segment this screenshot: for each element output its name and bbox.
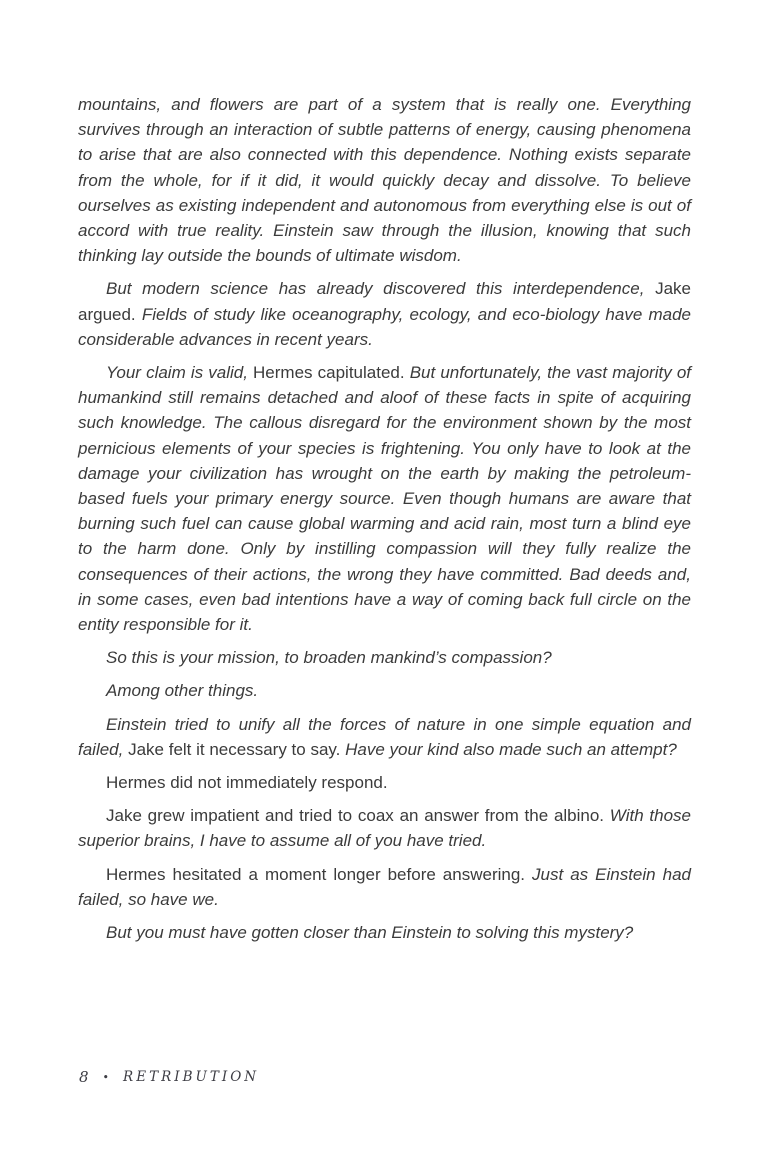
paragraph [78, 712, 691, 762]
footer-separator-dot: • [102, 1070, 110, 1084]
paragraph [78, 678, 691, 703]
text-segment: Your claim is valid, [106, 363, 254, 383]
text-segment: Just as Einstein had failed, so have we. [78, 864, 691, 909]
text-segment: Fields of study like oceanography, ecology, and eco-biology have made considerable advances in recent years. [78, 304, 691, 349]
paragraph [78, 276, 691, 352]
text-segment: With those superior brains, I have to assume all of you have tried. [78, 806, 691, 851]
text-segment: Have your kind also made such an attempt? [345, 739, 677, 759]
text-segment: But modern science has already discovered this interdependence, [106, 279, 656, 299]
body-text [78, 92, 691, 953]
paragraph [78, 645, 691, 670]
paragraph [78, 770, 691, 795]
text-segment: Jake argued. [78, 279, 691, 324]
text-segment: Hermes hesitated a moment longer before answering. [106, 864, 533, 884]
text-segment: So this is your mission, to broaden mankind’s compassion? [106, 648, 552, 668]
paragraph [78, 862, 691, 912]
paragraph [78, 803, 691, 853]
page-number: 8 [79, 1068, 89, 1086]
page-footer [79, 1068, 259, 1086]
text-segment: Jake felt it necessary to say. [128, 739, 346, 759]
text-segment: But you must have gotten closer than Einstein to solving this mystery? [106, 923, 634, 943]
text-segment: Among other things. [106, 681, 259, 701]
text-segment: Hermes did not immediately respond. [106, 773, 388, 793]
text-segment: Einstein tried to unify all the forces of nature in one simple equation and failed, [78, 714, 691, 759]
running-head-book-title: RETRIBUTION [123, 1069, 260, 1085]
text-segment: But unfortunately, the vast majority of humankind still remains detached and aloof of these facts in spite of acquiring such knowledge. The callous disregard for the environment shown by the most pernicious elements of your species is frightening. You only have to look at the damage your civilization has wrought on the earth by making the petroleum-based fuels your primary energy source. Even though humans are aware that burning such fuel can cause global warming and acid rain, most turn a blind eye to the harm done. Only by instilling compassion will they fully realize the consequences of their actions, the wrong they have committed. Bad deeds and, in some cases, even bad intentions have a way of coming back full circle on the entity responsible for it. [78, 363, 691, 635]
text-segment: Hermes capitulated. [253, 363, 410, 383]
text-segment: mountains, and flowers are part of a system that is really one. Everything survives through an interaction of subtle patterns of energy, causing phenomena to arise that are also connected with this dependence. Nothing exists separate from the whole, for if it did, it would quickly decay and dissolve. To believe ourselves as existing independent and autonomous from everything else is out of accord with true reality. Einstein saw through the illusion, knowing that such thinking lay outside the bounds of ultimate wisdom. [78, 95, 691, 266]
text-segment: Jake grew impatient and tried to coax an answer from the albino. [106, 806, 610, 826]
paragraph [78, 360, 691, 637]
paragraph [78, 92, 691, 268]
paragraph [78, 920, 691, 945]
